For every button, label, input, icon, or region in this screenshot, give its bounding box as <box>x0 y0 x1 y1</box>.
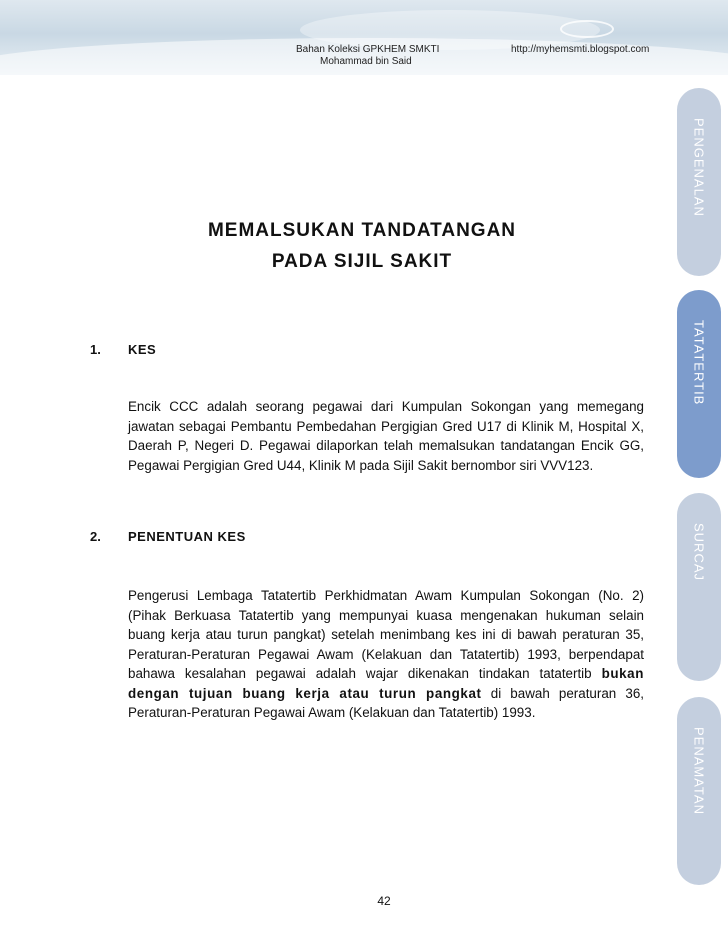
page-number: 42 <box>377 894 391 908</box>
tab-pengenalan[interactable] <box>677 88 721 276</box>
section-2-paragraph <box>128 586 644 723</box>
tab-penamatan[interactable] <box>677 697 721 885</box>
tab-penamatan-label: PENAMATAN <box>691 727 707 815</box>
header-collection-label: Bahan Koleksi GPKHEM SMKTI <box>296 44 440 55</box>
section-1-heading: KES <box>128 342 157 357</box>
header-url[interactable]: http://myhemsmti.blogspot.com <box>511 44 650 55</box>
section-1-paragraph: Encik CCC adalah seorang pegawai dari Kumpulan Sokongan yang memegang jawatan sebagai Pembantu Pembedahan Pergigian Gred U17 di Klinik M, Hospital X, Daerah P, Negeri D. Pegawai dilaporkan telah memalsukan tandatangan Encik GG, Pegawai Pergigian Gred U44, Klinik M pada Sijil Sakit bernombor siri VVV123. <box>128 399 644 473</box>
header-author: Mohammad bin Said <box>320 56 412 67</box>
tab-tatatertib-label: TATATERTIB <box>691 320 707 406</box>
section-2-text-end: di bawah peraturan 36, Peraturan-Peraturan Pegawai Awam (Kelakuan dan Tatatertib) 1993. <box>128 685 644 720</box>
water-drop-ripple <box>560 20 614 38</box>
page-title-line-1: MEMALSUKAN TANDATANGAN <box>207 220 517 241</box>
tab-surcaj[interactable] <box>677 493 721 681</box>
tab-tatatertib[interactable] <box>677 290 721 478</box>
tab-pengenalan-label: PENGENALAN <box>691 118 707 217</box>
page-title-line-2: PADA SIJIL SAKIT <box>271 251 453 272</box>
section-2-heading: PENENTUAN KES <box>128 529 246 544</box>
tab-surcaj-label: SURCAJ <box>691 523 707 582</box>
section-2-text-start: Pengerusi Lembaga Tatatertib Perkhidmatan Awam Kumpulan Sokongan (No. 2) (Pihak Berkuasa Tatatertib yang mempunyai kuasa mengenakan hukuman selain buang kerja atau turun pangkat) setelah menimbang kes ini di bawah peraturan 35, Peraturan-Peraturan Pegawai Awam (Kelakuan dan Tatatertib) 1993, berpendapat bahawa kesalahan pegawai adalah wajar dikenakan tindakan tatatertib <box>128 588 644 681</box>
section-2-number: 2. <box>90 529 101 544</box>
section-2-text-bold: bukan dengan tujuan buang kerja atau turun pangkat <box>128 666 644 701</box>
section-1-number: 1. <box>90 342 101 357</box>
